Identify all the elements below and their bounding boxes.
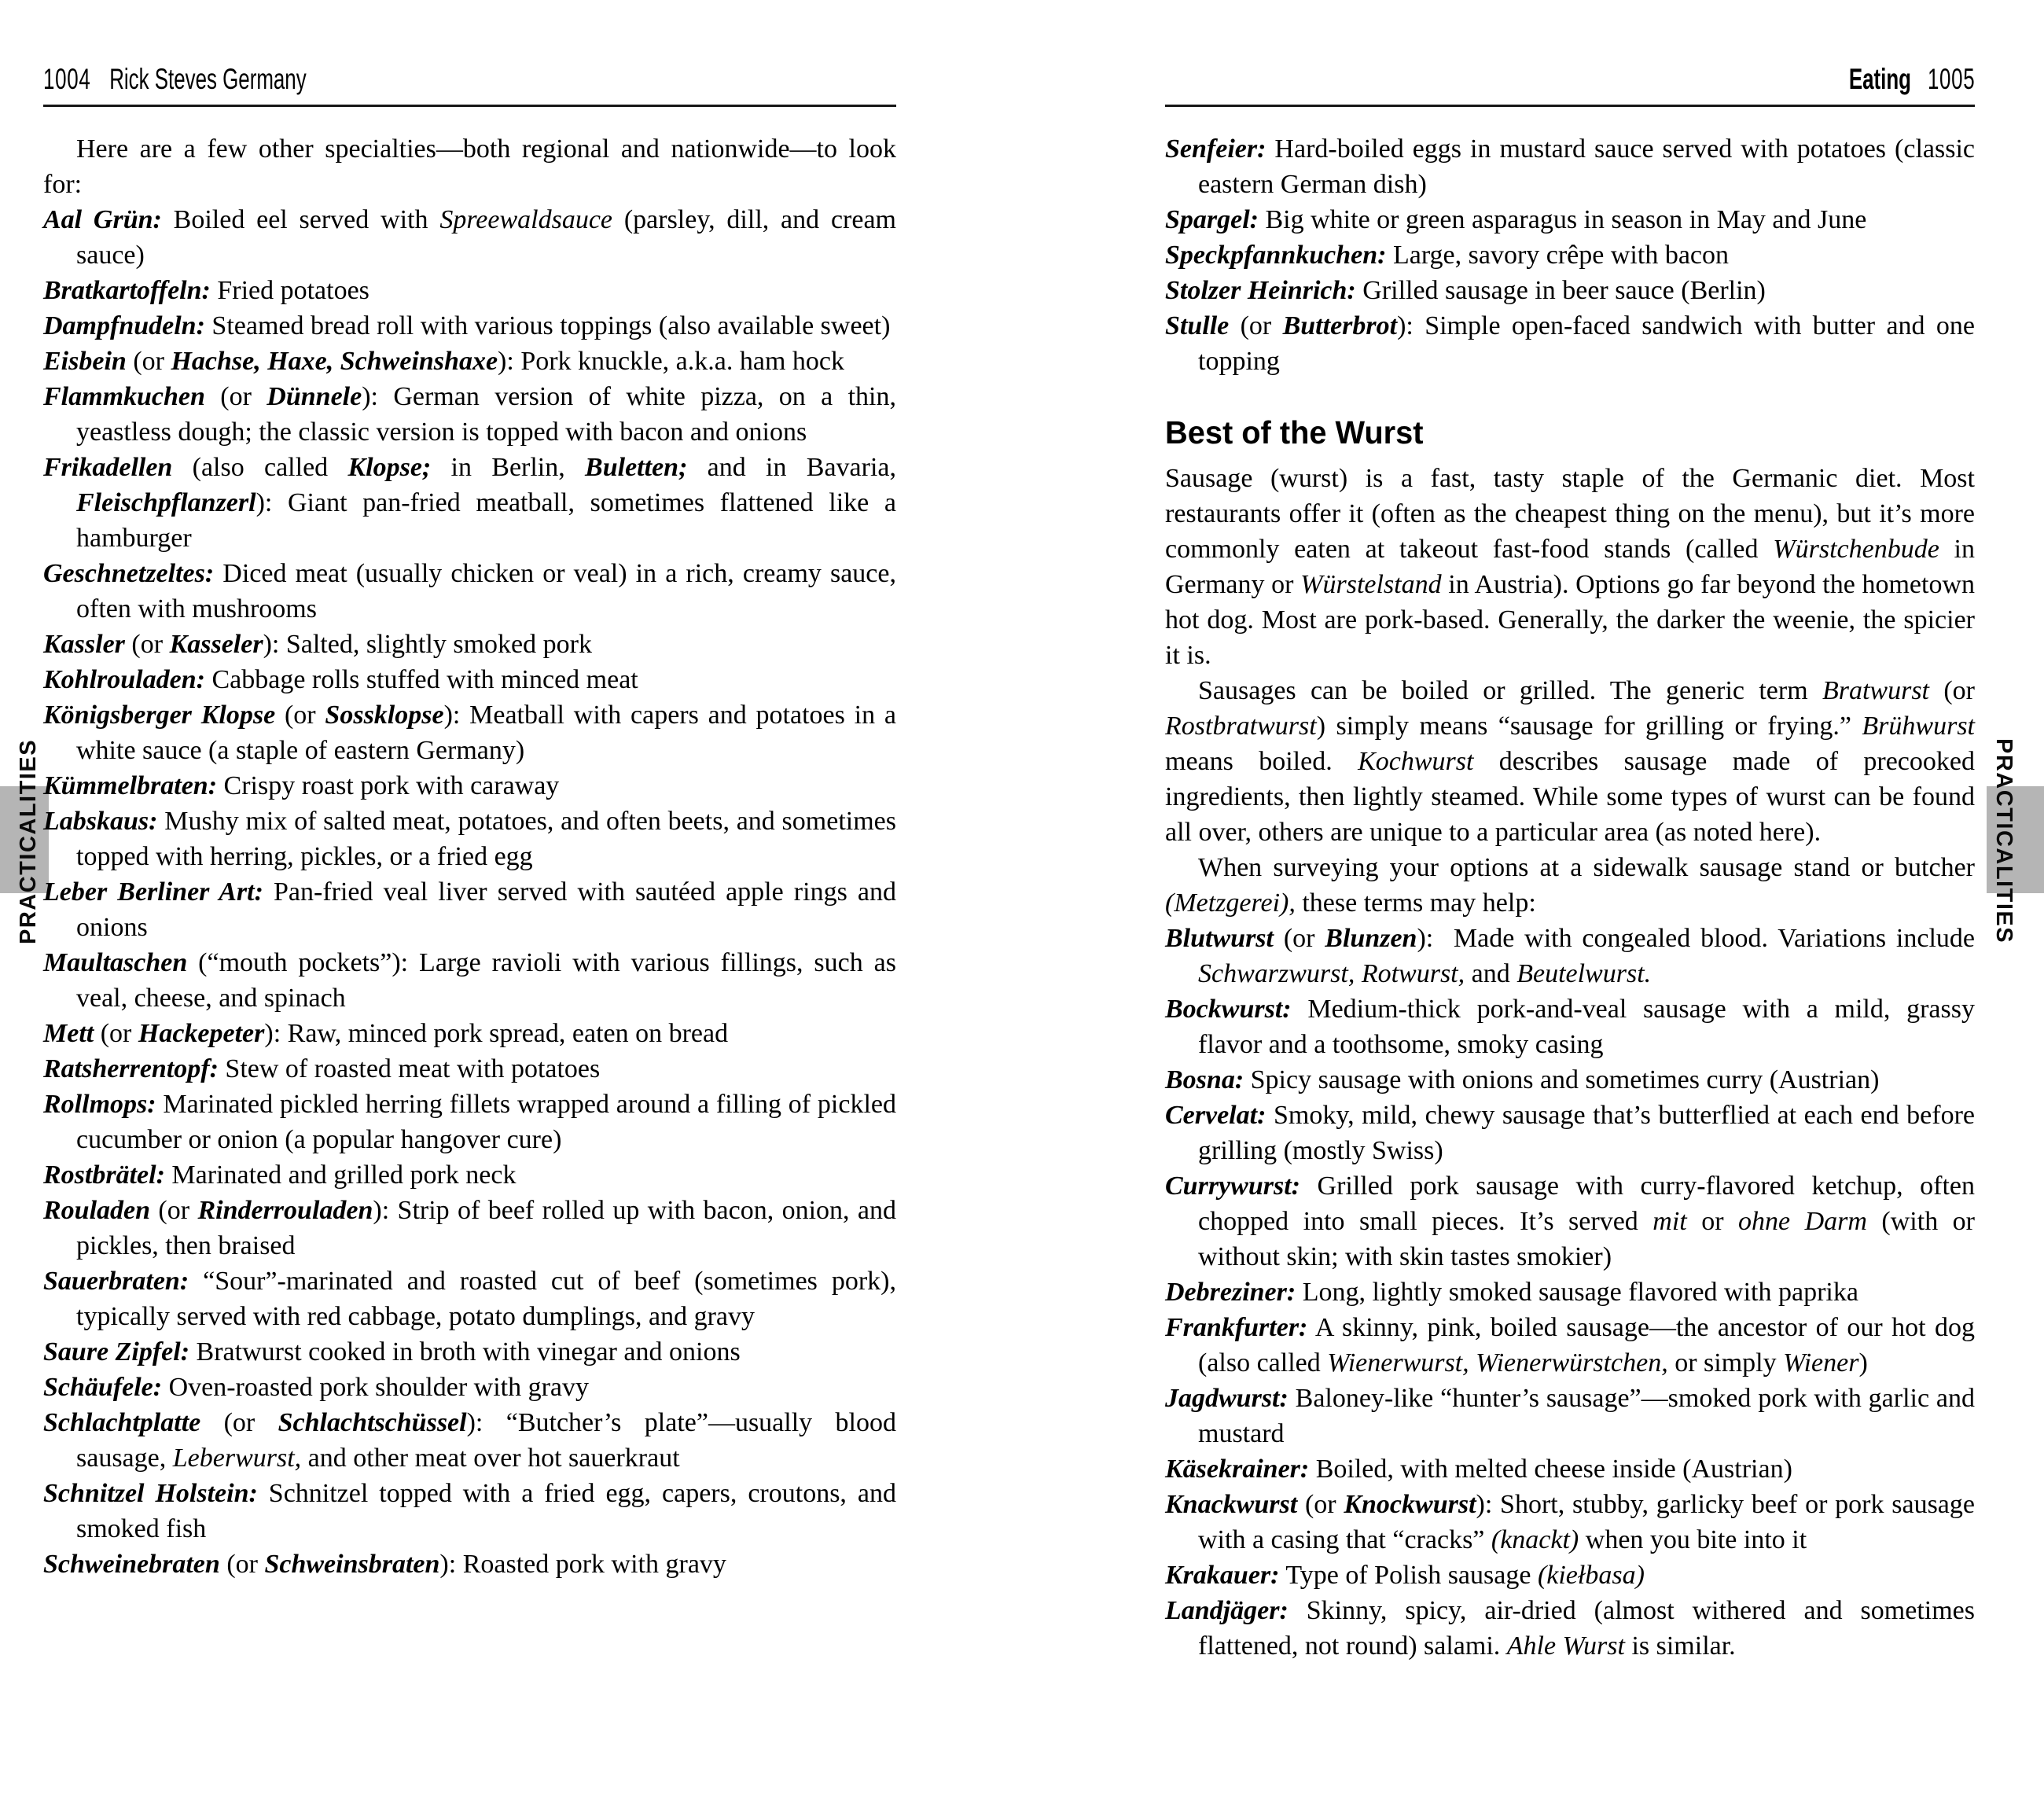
food-entry: Mett (or Hackepeter): Raw, minced pork spread, eaten on bread bbox=[43, 1019, 729, 1048]
food-entry: Schnitzel Holstein: Schnitzel topped with a fried egg, capers, croutons, and smoked fish bbox=[43, 1479, 897, 1543]
food-entry: Bratkartoffeln: Fried potatoes bbox=[43, 276, 369, 305]
food-entry: Maultaschen (“mouth pockets”): Large ravioli with various fillings, such as veal, cheese, and spinach bbox=[43, 948, 896, 1013]
sausage-entry: Käsekrainer: Boiled, with melted cheese inside (Austrian) bbox=[1165, 1455, 1792, 1484]
running-head-right bbox=[1165, 63, 1975, 96]
sausage-entry: Jagdwurst: Baloney-like “hunter’s sausage”—smoked pork with garlic and mustard bbox=[1165, 1384, 1975, 1448]
header-rule-left bbox=[43, 105, 896, 107]
food-entry: Saure Zipfel: Bratwurst cooked in broth with vinegar and onions bbox=[43, 1337, 741, 1366]
running-head-left bbox=[43, 63, 896, 96]
sausage-entry: Knackwurst (or Knockwurst): Short, stubby, garlicky beef or pork sausage with a casing that “cracks” (knackt) when you bite into it bbox=[1165, 1490, 1975, 1554]
food-entry: Schäufele: Oven-roasted pork shoulder with gravy bbox=[43, 1373, 590, 1402]
food-entry: Stulle (or Butterbrot): Simple open-faced sandwich with butter and one topping bbox=[1165, 311, 1975, 376]
food-entry: Labskaus: Mushy mix of salted meat, potatoes, and often beets, and sometimes topped with herring, pickles, or a fried egg bbox=[43, 807, 896, 871]
food-entry: Flammkuchen (or Dünnele): German version of white pizza, on a thin, yeastless dough; the classic version is topped with bacon and onions bbox=[43, 382, 896, 447]
food-entry: Eisbein (or Hachse, Haxe, Schweinshaxe): Pork knuckle, a.k.a. ham hock bbox=[43, 347, 844, 376]
food-entry: Stolzer Heinrich: Grilled sausage in beer sauce (Berlin) bbox=[1165, 276, 1766, 305]
sausage-entry: Currywurst: Grilled pork sausage with curry-flavored ketchup, often chopped into small pieces. It’s served mit or ohne Darm (with or without skin; with skin tastes smokier) bbox=[1165, 1171, 1975, 1271]
food-entry: Kassler (or Kasseler): Salted, slightly smoked pork bbox=[43, 630, 592, 659]
page-right-body bbox=[1165, 131, 1975, 1664]
body-paragraph: When surveying your options at a sidewalk sausage stand or butcher (Metzgerei), these terms may help: bbox=[1165, 853, 1975, 918]
intro-paragraph: Here are a few other specialties—both regional and nationwide—to look for: bbox=[43, 134, 896, 199]
practicalities-tab-right-label: PRACTICALITIES bbox=[1991, 738, 2016, 944]
food-entry: Kohlrouladen: Cabbage rolls stuffed with minced meat bbox=[43, 665, 638, 694]
food-entry: Rouladen (or Rinderrouladen): Strip of beef rolled up with bacon, onion, and pickles, then braised bbox=[43, 1196, 896, 1260]
food-entry: Ratsherrentopf: Stew of roasted meat with potatoes bbox=[43, 1054, 601, 1083]
practicalities-tab-left-label: PRACTICALITIES bbox=[16, 738, 41, 944]
food-entry: Dampfnudeln: Steamed bread roll with various toppings (also available sweet) bbox=[43, 311, 891, 340]
book-title: Rick Steves Germany bbox=[109, 63, 307, 95]
wurst-list bbox=[1165, 921, 1975, 1664]
food-entry: Rollmops: Marinated pickled herring fillets wrapped around a filling of pickled cucumber or onion (a popular hangover cure) bbox=[43, 1090, 896, 1154]
page-right bbox=[1165, 0, 1975, 1817]
food-entry: Speckpfannkuchen: Large, savory crêpe with bacon bbox=[1165, 241, 1729, 270]
page-number-left: 1004 bbox=[43, 63, 91, 95]
sausage-entry: Blutwurst (or Blunzen): Made with congealed blood. Variations include Schwarzwurst, Rotwurst, and Beutelwurst. bbox=[1165, 924, 1975, 988]
wurst-intro-block bbox=[1165, 461, 1975, 921]
page-left-body bbox=[43, 131, 896, 1582]
sausage-entry: Frankfurter: A skinny, pink, boiled sausage—the ancestor of our hot dog (also called Wienerwurst, Wienerwürstchen, or simply Wiener) bbox=[1165, 1313, 1975, 1377]
specialties-list-continued bbox=[1165, 131, 1975, 379]
food-entry: Frikadellen (also called Klopse; in Berlin, Buletten; and in Bavaria, Fleischpflanzerl): Giant pan-fried meatball, sometimes flattened like a hamburger bbox=[43, 453, 897, 553]
section-heading: Best of the Wurst bbox=[1165, 414, 1424, 451]
sausage-entry: Landjäger: Skinny, spicy, air-dried (almost withered and sometimes flattened, not round) salami. Ahle Wurst is similar. bbox=[1165, 1596, 1975, 1661]
food-entry: Aal Grün: Boiled eel served with Spreewaldsauce (parsley, dill, and cream sauce) bbox=[43, 205, 896, 270]
food-entry: Schweinebraten (or Schweinsbraten): Roasted pork with gravy bbox=[43, 1550, 726, 1579]
food-entry: Spargel: Big white or green asparagus in season in May and June bbox=[1165, 205, 1867, 234]
food-entry: Königsberger Klopse (or Sossklopse): Meatball with capers and potatoes in a white sauce (a staple of eastern Germany) bbox=[43, 701, 896, 765]
food-entry: Leber Berliner Art: Pan-fried veal liver served with sautéed apple rings and onions bbox=[43, 877, 896, 942]
food-entry: Geschnetzeltes: Diced meat (usually chicken or veal) in a rich, creamy sauce, often with mushrooms bbox=[43, 559, 896, 623]
sausage-entry: Cervelat: Smoky, mild, chewy sausage that’s butterflied at each end before grilling (mostly Swiss) bbox=[1165, 1101, 1975, 1165]
intro-block bbox=[43, 131, 896, 202]
food-entry: Sauerbraten: “Sour”-marinated and roasted cut of beef (sometimes pork), typically served with red cabbage, potato dumplings, and gravy bbox=[43, 1267, 896, 1331]
body-paragraph: Sausage (wurst) is a fast, tasty staple of the Germanic diet. Most restaurants offer it (often as the cheapest thing on the menu), but it’s more commonly eaten at takeout fast-food stands (called Würstchenbude in Germany or Würstelstand in Austria). Options go far beyond the hometown hot dog. Most are pork-based. Generally, the darker the weenie, the spicier it is. bbox=[1165, 464, 1976, 670]
food-entry: Kümmelbraten: Crispy roast pork with caraway bbox=[43, 771, 560, 800]
sausage-entry: Debreziner: Long, lightly smoked sausage flavored with paprika bbox=[1165, 1278, 1858, 1307]
page-number-right: 1005 bbox=[1927, 63, 1975, 95]
sausage-entry: Krakauer: Type of Polish sausage (kiełbasa) bbox=[1165, 1561, 1645, 1590]
food-entry: Senfeier: Hard-boiled eggs in mustard sauce served with potatoes (classic eastern German dish) bbox=[1165, 134, 1975, 199]
specialties-list bbox=[43, 202, 896, 1582]
chapter-title: Eating bbox=[1848, 63, 1911, 95]
sausage-entry: Bockwurst: Medium-thick pork-and-veal sausage with a mild, grassy flavor and a toothsome, smoky casing bbox=[1165, 995, 1975, 1059]
header-rule-right bbox=[1165, 105, 1975, 107]
body-paragraph: Sausages can be boiled or grilled. The generic term Bratwurst (or Rostbratwurst) simply means “sausage for grilling or frying.” Brühwurst means boiled. Kochwurst describes sausage made of precooked ingredients, then lightly steamed. While some types of wurst can be found all over, others are unique to a particular area (as noted here). bbox=[1165, 676, 1975, 847]
food-entry: Rostbrätel: Marinated and grilled pork neck bbox=[43, 1160, 517, 1190]
page-left bbox=[43, 0, 896, 1817]
food-entry: Schlachtplatte (or Schlachtschüssel): “Butcher’s plate”—usually blood sausage, Leberwurst, and other meat over hot sauerkraut bbox=[43, 1408, 896, 1473]
sausage-entry: Bosna: Spicy sausage with onions and sometimes curry (Austrian) bbox=[1165, 1065, 1880, 1094]
